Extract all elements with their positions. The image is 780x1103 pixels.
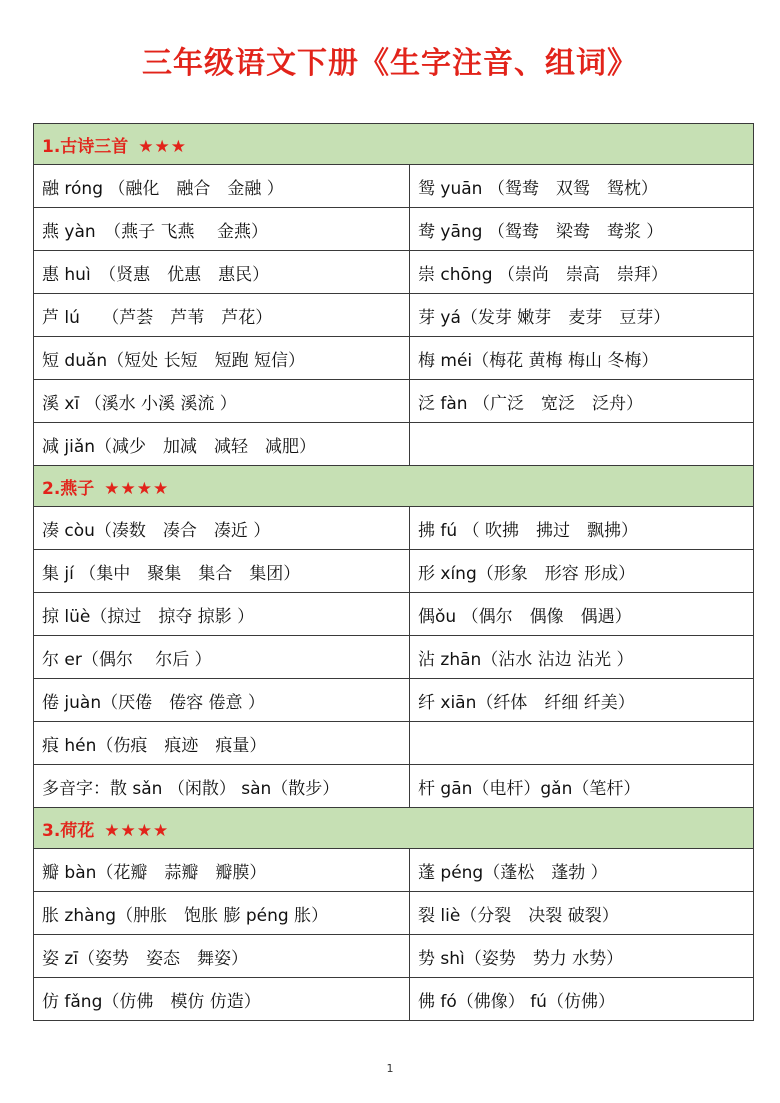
word-entry-cell: 杆 gān（电杆）gǎn（笔杆） <box>410 765 754 808</box>
word-entry-cell: 拂 fú （ 吹拂 拂过 飘拂） <box>410 507 754 550</box>
word-entry-cell: 凑 còu（凑数 凑合 凑近 ） <box>34 507 410 550</box>
table-row <box>34 849 754 892</box>
section-title: 1.古诗三首 <box>42 136 129 157</box>
word-entry-cell: 多音字：散 sǎn （闲散） sàn（散步） <box>34 765 410 808</box>
word-entry-cell: 惠 huì （贤惠 优惠 惠民） <box>34 251 410 294</box>
word-entry-cell: 形 xíng（形象 形容 形成） <box>410 550 754 593</box>
table-row <box>34 294 754 337</box>
word-entry-cell: 尔 er（偶尔 尔后 ） <box>34 636 410 679</box>
word-entry-cell: 鸯 yāng （鸳鸯 梁鸯 鸯浆 ） <box>410 208 754 251</box>
section-title: 2.燕子 <box>42 478 95 499</box>
word-entry-cell <box>410 423 754 466</box>
table-row <box>34 165 754 208</box>
section-header-row <box>34 808 754 849</box>
word-entry-cell: 姿 zī（姿势 姿态 舞姿） <box>34 935 410 978</box>
word-entry-cell: 蓬 péng（蓬松 蓬勃 ） <box>410 849 754 892</box>
word-entry-cell: 崇 chōng （崇尚 崇高 崇拜） <box>410 251 754 294</box>
table-row <box>34 679 754 722</box>
table-row <box>34 380 754 423</box>
word-entry-cell <box>410 722 754 765</box>
table-row <box>34 507 754 550</box>
word-entry-cell: 梅 méi（梅花 黄梅 梅山 冬梅） <box>410 337 754 380</box>
table-row <box>34 722 754 765</box>
table-row <box>34 978 754 1021</box>
word-entry-cell: 减 jiǎn（减少 加减 减轻 减肥） <box>34 423 410 466</box>
word-entry-cell: 偶ǒu （偶尔 偶像 偶遇） <box>410 593 754 636</box>
word-entry-cell: 痕 hén（伤痕 痕迹 痕量） <box>34 722 410 765</box>
page-title: 三年级语文下册《生字注音、组词》 <box>142 46 638 81</box>
word-entry-cell: 燕 yàn （燕子 飞燕 金燕） <box>34 208 410 251</box>
word-entry-cell: 瓣 bàn（花瓣 蒜瓣 瓣膜） <box>34 849 410 892</box>
word-entry-cell: 佛 fó（佛像） fú（仿佛） <box>410 978 754 1021</box>
word-entry-cell: 芽 yá（发芽 嫩芽 麦芽 豆芽） <box>410 294 754 337</box>
section-header <box>34 466 754 507</box>
section-header <box>34 124 754 165</box>
difficulty-stars: ★★★★ <box>104 478 170 499</box>
table-row <box>34 935 754 978</box>
section-title: 3.荷花 <box>42 820 95 841</box>
word-entry-cell: 裂 liè（分裂 决裂 破裂） <box>410 892 754 935</box>
word-entry-cell: 掠 lüè（掠过 掠夺 掠影 ） <box>34 593 410 636</box>
table-row <box>34 593 754 636</box>
word-entry-cell: 胀 zhàng（肿胀 饱胀 膨 péng 胀） <box>34 892 410 935</box>
word-entry-cell: 溪 xī （溪水 小溪 溪流 ） <box>34 380 410 423</box>
word-entry-cell: 集 jí （集中 聚集 集合 集团） <box>34 550 410 593</box>
table-row <box>34 636 754 679</box>
word-entry-cell: 纤 xiān（纤体 纤细 纤美） <box>410 679 754 722</box>
word-entry-cell: 泛 fàn （广泛 宽泛 泛舟） <box>410 380 754 423</box>
vocabulary-table-body <box>34 124 754 1021</box>
difficulty-stars: ★★★★ <box>104 820 170 841</box>
section-header-row <box>34 124 754 165</box>
word-entry-cell: 仿 fǎng（仿佛 模仿 仿造） <box>34 978 410 1021</box>
vocabulary-table <box>33 123 754 1021</box>
difficulty-stars: ★★★ <box>138 136 188 157</box>
table-row <box>34 251 754 294</box>
word-entry-cell: 短 duǎn（短处 长短 短跑 短信） <box>34 337 410 380</box>
word-entry-cell: 鸳 yuān （鸳鸯 双鸳 鸳枕） <box>410 165 754 208</box>
word-entry-cell: 沾 zhān（沾水 沾边 沾光 ） <box>410 636 754 679</box>
section-header <box>34 808 754 849</box>
section-header-row <box>34 466 754 507</box>
word-entry-cell: 势 shì（姿势 势力 水势） <box>410 935 754 978</box>
word-entry-cell: 融 róng （融化 融合 金融 ） <box>34 165 410 208</box>
word-entry-cell: 芦 lú （芦荟 芦苇 芦花） <box>34 294 410 337</box>
table-row <box>34 423 754 466</box>
table-row <box>34 337 754 380</box>
table-row <box>34 765 754 808</box>
table-row <box>34 550 754 593</box>
table-row <box>34 892 754 935</box>
table-row <box>34 208 754 251</box>
word-entry-cell: 倦 juàn（厌倦 倦容 倦意 ） <box>34 679 410 722</box>
page-number: 1 <box>386 1062 394 1075</box>
